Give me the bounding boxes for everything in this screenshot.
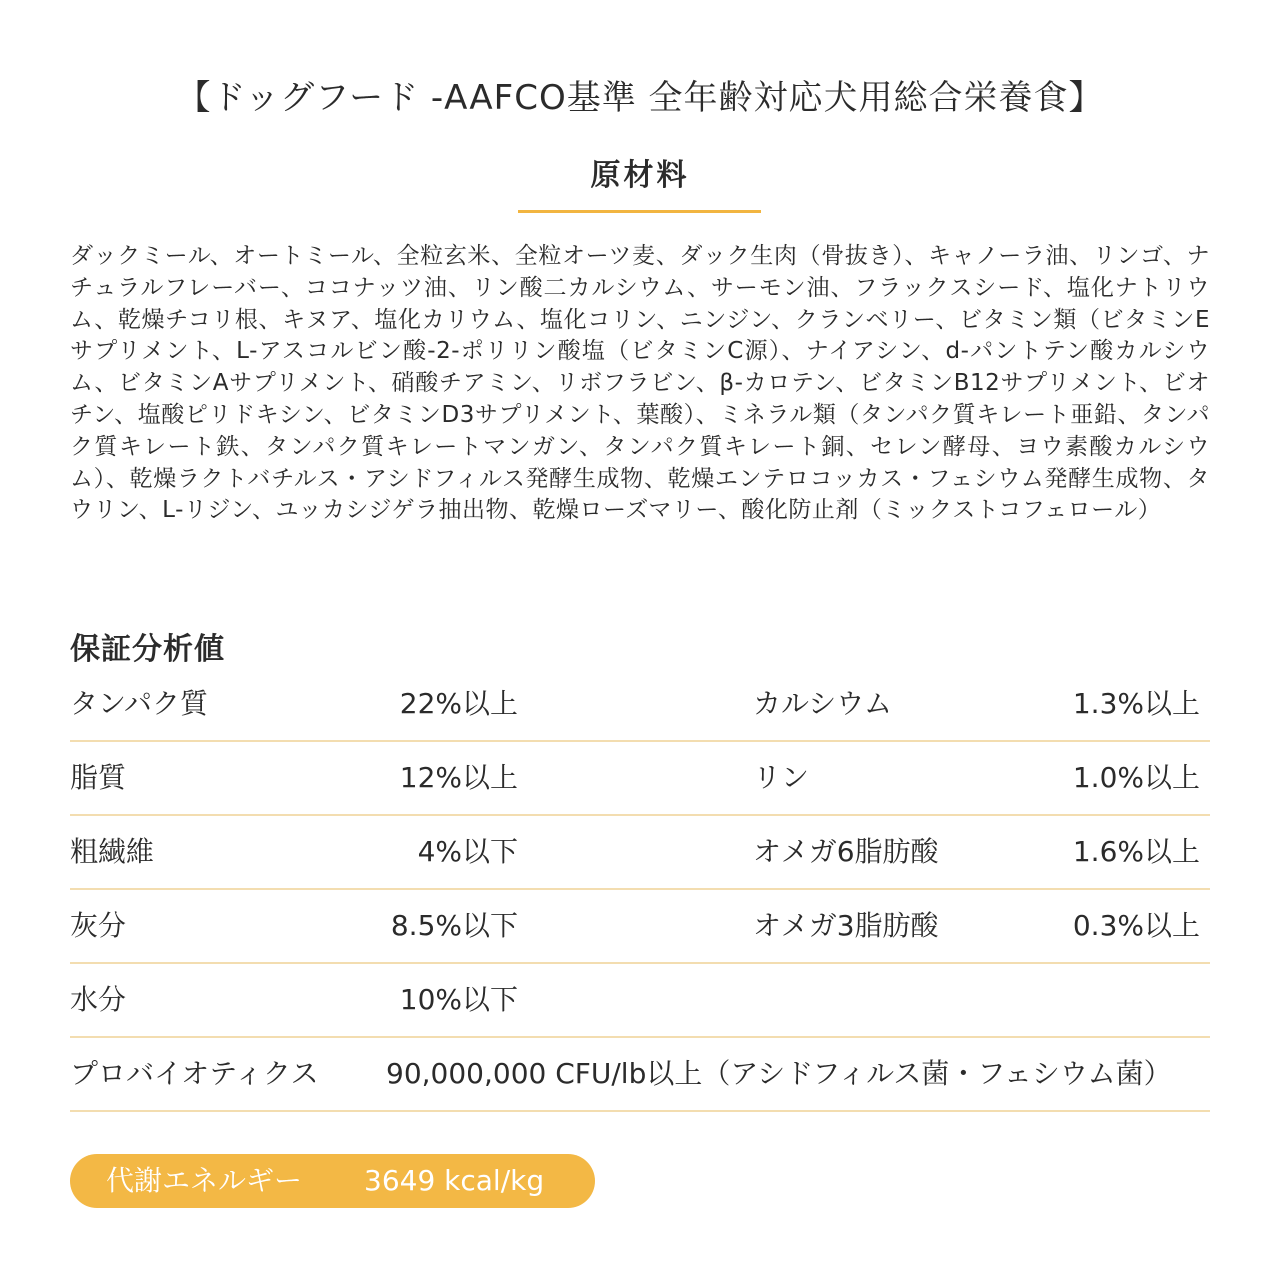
analysis-heading: 保証分析値: [70, 632, 225, 667]
energy-badge: [70, 1154, 595, 1208]
nutrient-name: 灰分: [70, 909, 127, 942]
analysis-row: [70, 964, 1210, 1038]
nutrient-value: 1.6%以上: [1072, 835, 1200, 868]
nutrient-name: 粗繊維: [70, 835, 155, 868]
nutrient-name: リン: [753, 761, 810, 794]
analysis-row: [70, 742, 1210, 816]
nutrient-value: 1.0%以上: [1072, 761, 1200, 794]
nutrient-value: 8.5%以下: [390, 909, 518, 942]
analysis-row: [70, 816, 1210, 890]
ingredients-text: ダックミール、オートミール、全粒玄米、全粒オーツ麦、ダック生肉（骨抜き）、キャノーラ油、リンゴ、ナチュラルフレーバー、ココナッツ油、リン酸二カルシウム、サーモン油、フラックスシード、塩化ナトリウム、乾燥チコリ根、キヌア、塩化カリウム、塩化コリン、ニンジン、クランベリー、ビタミン類（ビタミンEサプリメント、L-アスコルビン酸-2-ポリリン酸塩（ビタミンC源）、ナイアシン、d-パントテン酸カルシウム、ビタミンAサプリメント、硝酸チアミン、リボフラビン、β-カロテン、ビタミンB12サプリメント、ビオチン、塩酸ピリドキシン、ビタミンD3サプリメント、葉酸）、ミネラル類（タンパク質キレート亜鉛、タンパク質キレート鉄、タンパク質キレートマンガン、タンパク質キレート銅、セレン酵母、ヨウ素酸カルシウム）、乾燥ラクトバチルス・アシドフィルス発酵生成物、乾燥エンテロコッカス・フェシウム発酵生成物、タウリン、L-リジン、ユッカシジゲラ抽出物、乾燥ローズマリー、酸化防止剤（ミックストコフェロール）: [70, 243, 1210, 524]
energy-label: 代謝エネルギー: [106, 1164, 303, 1197]
energy-value: 3649 kcal/kg: [364, 1164, 545, 1197]
nutrient-value: 10%以下: [399, 983, 518, 1016]
nutrient-value: 22%以上: [399, 687, 518, 720]
analysis-row: [70, 668, 1210, 742]
ingredients-heading: 原材料: [590, 158, 690, 193]
analysis-table: [70, 668, 1210, 1112]
nutrient-value: 12%以上: [399, 761, 518, 794]
nutrient-value: 4%以下: [417, 835, 518, 868]
probiotics-row: [70, 1038, 1210, 1112]
nutrient-name: 水分: [70, 983, 127, 1016]
nutrient-value: 1.3%以上: [1072, 687, 1200, 720]
nutrient-name: タンパク質: [70, 687, 209, 720]
page-title: 【ドッグフード -AAFCO基準 全年齢対応犬用総合栄養食】: [176, 78, 1104, 118]
nutrient-name: オメガ3脂肪酸: [753, 909, 939, 942]
probiotics-value: 90,000,000 CFU/lb以上（アシドフィルス菌・フェシウム菌）: [386, 1057, 1172, 1090]
analysis-row: [70, 890, 1210, 964]
heading-underline: [518, 210, 761, 213]
nutrient-value: 0.3%以上: [1072, 909, 1200, 942]
nutrient-name: オメガ6脂肪酸: [753, 835, 939, 868]
nutrient-name: カルシウム: [753, 687, 893, 720]
probiotics-name: プロバイオティクス: [70, 1057, 319, 1090]
nutrient-name: 脂質: [70, 761, 127, 794]
